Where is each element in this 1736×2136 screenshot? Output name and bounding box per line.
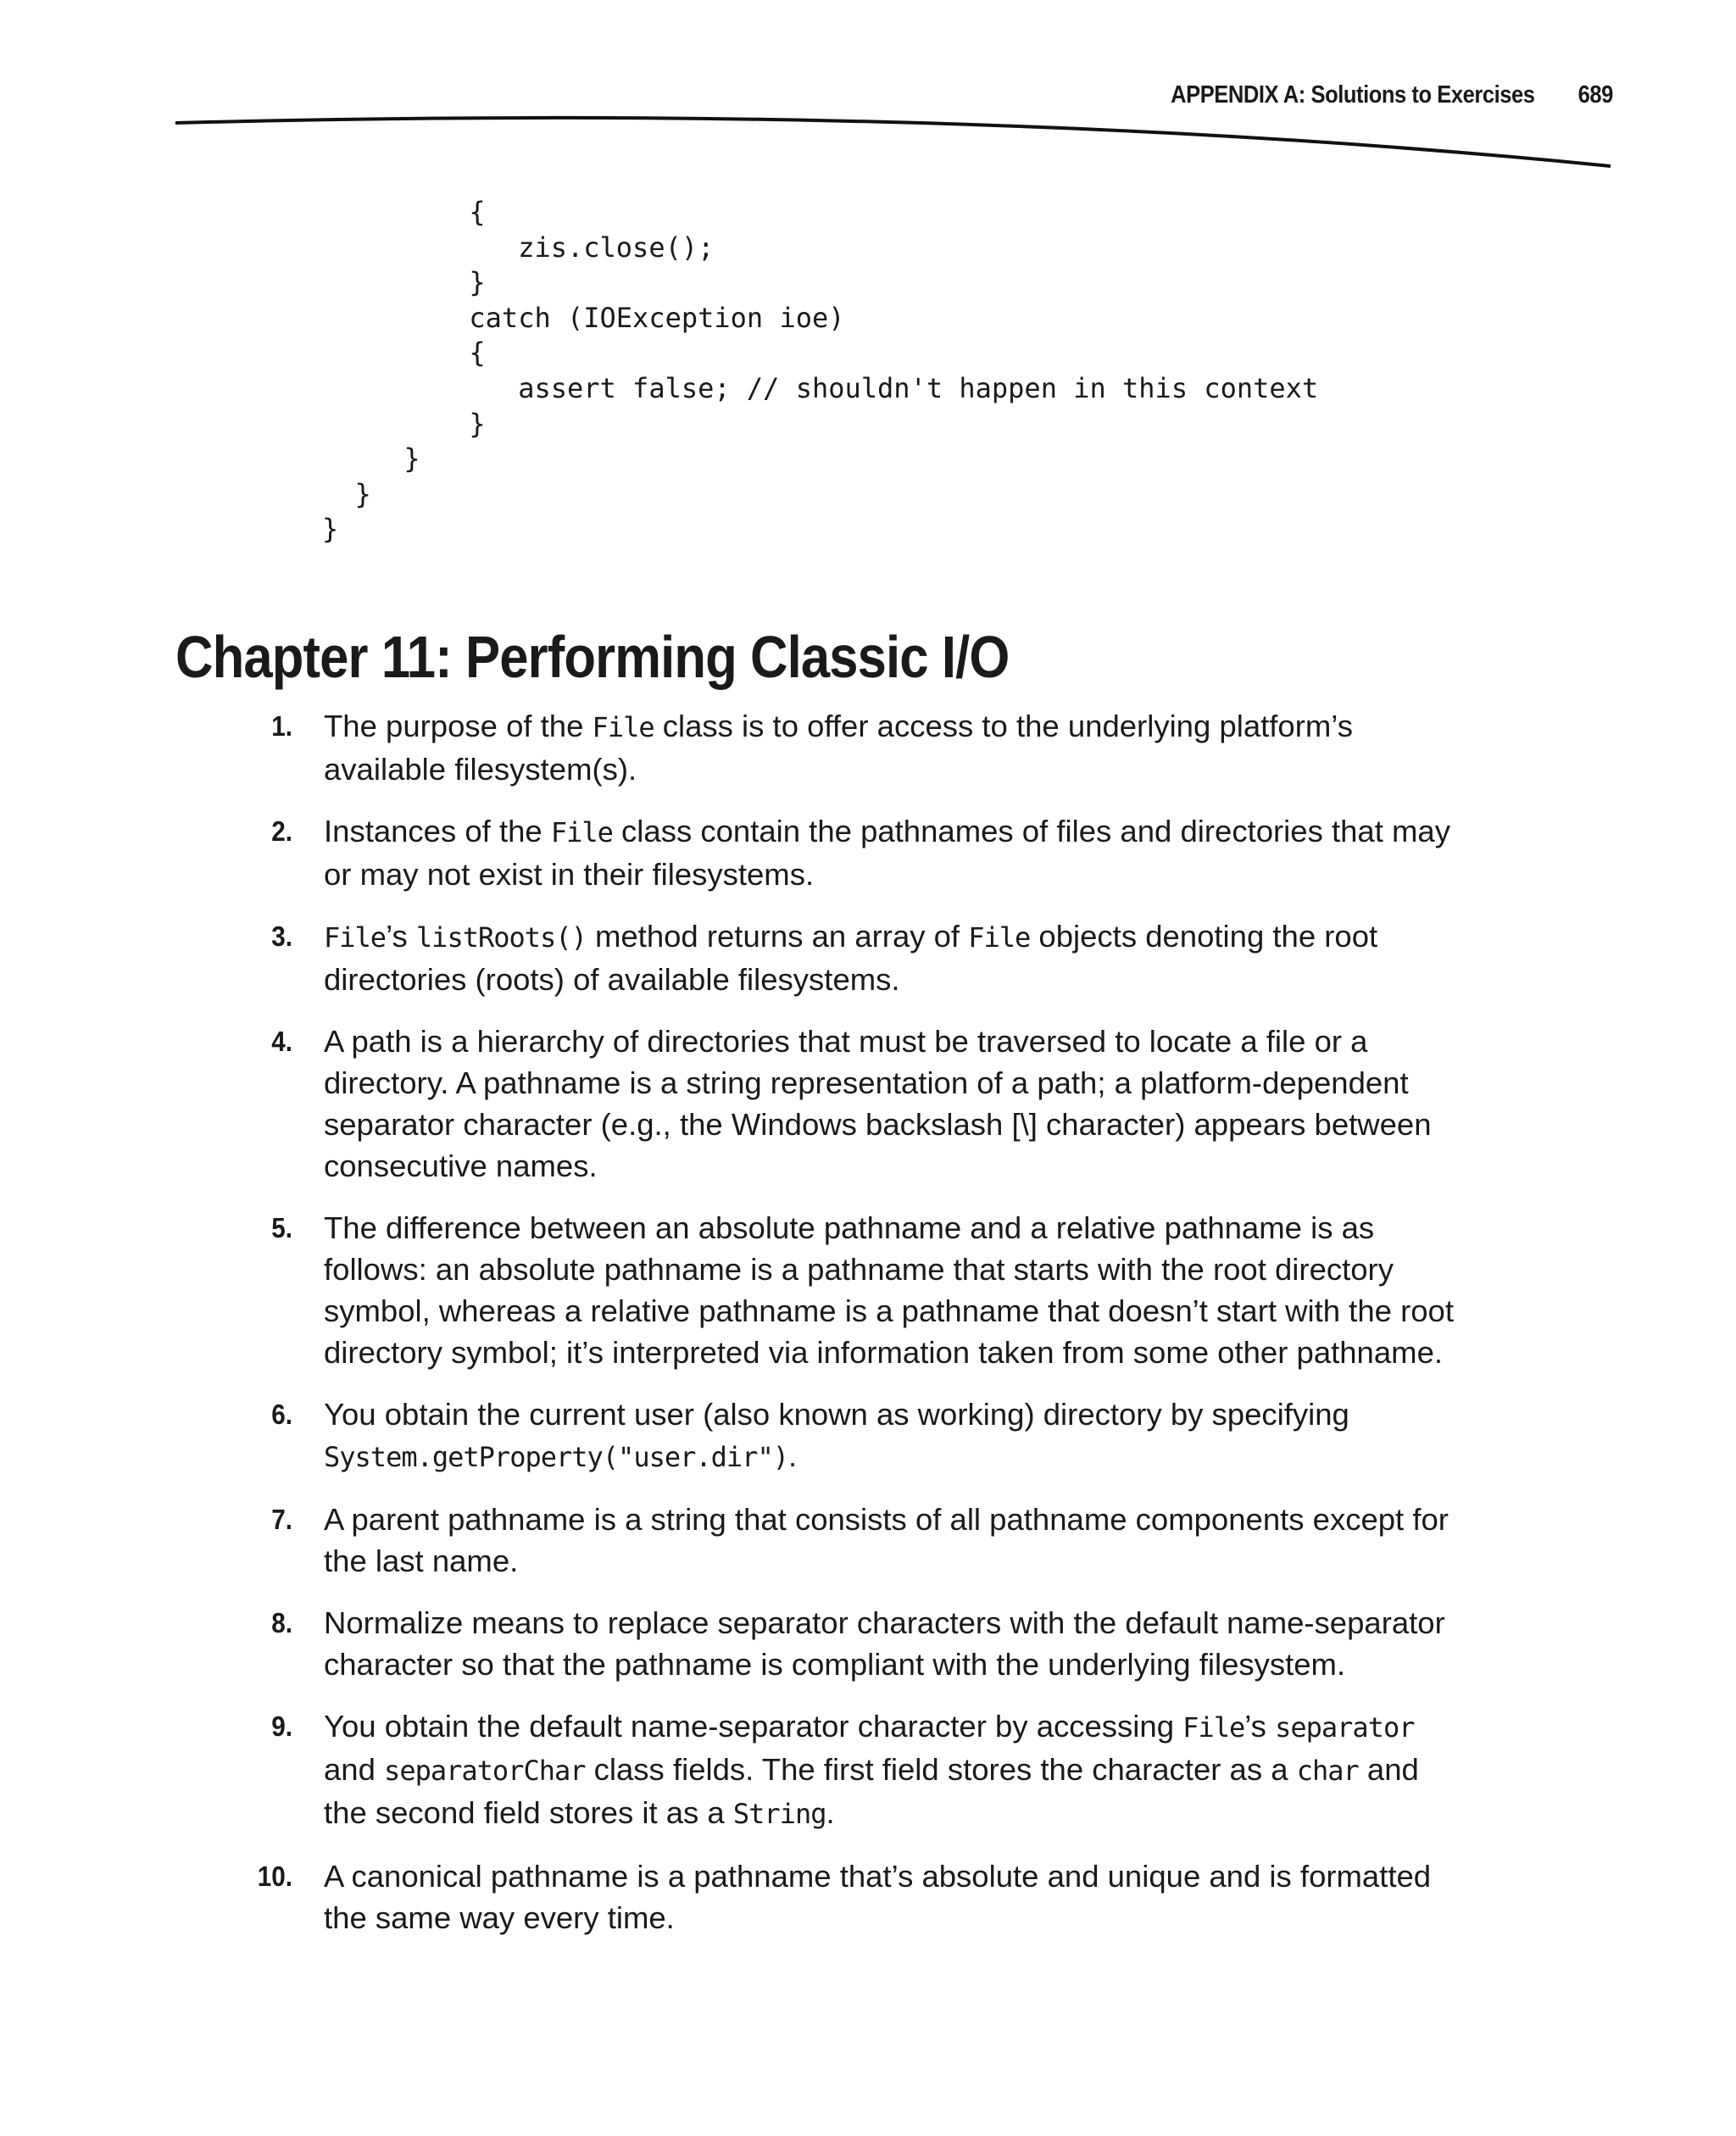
answer-item xyxy=(0,915,1460,1000)
text-run: The difference between an absolute pathname and a relative pathname is as follows: an absolute pathname is a pathname that starts with the root directory symbol, whereas a relative pathname is a pathname that doesn’t start with the root directory symbol; it’s interpreted via information taken from some other pathname. xyxy=(324,1210,1454,1370)
text-run: Normalize means to replace separator characters with the default name-separator character so that the pathname is compliant with the underlying filesystem. xyxy=(324,1605,1445,1682)
text-run: class fields. The first field stores the character as a xyxy=(585,1752,1297,1787)
code-line: assert false; // shouldn't happen in this context xyxy=(322,371,1319,404)
answer-item xyxy=(0,1393,1460,1478)
answer-number: 9. xyxy=(271,1710,292,1742)
answer-number: 6. xyxy=(271,1399,292,1430)
answer-number: 5. xyxy=(271,1212,292,1243)
answer-text xyxy=(324,705,1460,790)
answer-item xyxy=(0,1021,1460,1187)
answer-list xyxy=(0,705,1736,1959)
answer-item xyxy=(0,1207,1460,1373)
text-run: and xyxy=(324,1752,385,1787)
running-title: APPENDIX A: Solutions to Exercises xyxy=(1171,81,1535,108)
code-line: } xyxy=(322,407,486,440)
text-run: . xyxy=(826,1795,835,1830)
text-run: A canonical pathname is a pathname that’s absolute and unique and is formatted the same way every time. xyxy=(324,1859,1432,1935)
code-line: } xyxy=(322,513,339,546)
chapter-heading: Chapter 11: Performing Classic I/O xyxy=(175,624,1010,690)
text-run: . xyxy=(787,1438,798,1473)
inline-code: separator xyxy=(1275,1711,1415,1744)
answer-number: 10. xyxy=(257,1861,292,1892)
answer-text xyxy=(324,1021,1460,1187)
inline-code: System.getProperty("user.dir") xyxy=(324,1441,788,1473)
inline-code: char xyxy=(1296,1755,1359,1787)
text-run: You obtain the default name-separator character by accessing xyxy=(324,1709,1183,1744)
answer-item xyxy=(0,810,1460,895)
answer-number: 7. xyxy=(271,1504,292,1535)
text-run: objects denoting the root directories (roots) of available filesystems. xyxy=(324,919,1378,997)
answer-number: 1. xyxy=(271,710,292,742)
answer-text xyxy=(324,1855,1460,1939)
code-line: { xyxy=(322,337,486,370)
code-line: catch (IOException ioe) xyxy=(322,301,845,334)
code-line: } xyxy=(322,266,486,299)
answer-text xyxy=(324,1499,1460,1582)
answer-item xyxy=(0,1855,1460,1939)
inline-code: File xyxy=(324,921,387,954)
answer-number: 3. xyxy=(271,921,292,952)
inline-code: File xyxy=(592,711,654,743)
header-rule xyxy=(0,0,1736,186)
text-run: class contain the pathnames of files and directories that may or may not exist in their filesystems. xyxy=(324,814,1450,892)
code-line: zis.close(); xyxy=(322,231,715,264)
text-run: You obtain the current user (also known as working) directory by specifying xyxy=(324,1397,1349,1432)
text-run: Instances of the xyxy=(324,814,551,848)
answer-text xyxy=(324,915,1460,1000)
text-run: ’s xyxy=(386,919,416,954)
answer-item xyxy=(0,1602,1460,1685)
text-run: A path is a hierarchy of directories that must be traversed to locate a file or a directory. A pathname is a string representation of a path; a platform-dependent separator character (e.g., the Windows backslash [\] character) appears between consecutive names. xyxy=(324,1024,1432,1183)
answer-text xyxy=(324,1602,1460,1685)
answer-item xyxy=(0,705,1460,790)
answer-number: 8. xyxy=(271,1607,292,1638)
code-line: { xyxy=(322,196,486,228)
text-run: ’s xyxy=(1244,1709,1276,1744)
code-listing xyxy=(322,195,1318,548)
text-run: The purpose of the xyxy=(324,709,593,743)
answer-text xyxy=(324,810,1460,895)
page-number: 689 xyxy=(1577,81,1613,108)
inline-code: listRoots() xyxy=(415,921,587,954)
code-line: } xyxy=(322,477,371,510)
answer-text xyxy=(324,1705,1460,1835)
answer-number: 4. xyxy=(271,1026,292,1057)
inline-code: File xyxy=(550,816,613,848)
inline-code: String xyxy=(732,1798,826,1830)
inline-code: separatorChar xyxy=(384,1755,586,1787)
text-run: and the second field stores it as a xyxy=(324,1752,1419,1830)
inline-code: File xyxy=(968,921,1031,954)
answer-item xyxy=(0,1499,1460,1582)
inline-code: File xyxy=(1182,1711,1245,1744)
answer-text xyxy=(324,1207,1460,1373)
answer-text xyxy=(324,1393,1460,1478)
text-run: A parent pathname is a string that consists of all pathname components except for the last name. xyxy=(324,1502,1449,1578)
answer-number: 2. xyxy=(271,815,292,847)
text-run: class is to offer access to the underlying platform’s available filesystem(s). xyxy=(324,709,1353,787)
text-run: method returns an array of xyxy=(586,919,969,954)
answer-item xyxy=(0,1705,1460,1835)
code-line: } xyxy=(322,442,420,476)
